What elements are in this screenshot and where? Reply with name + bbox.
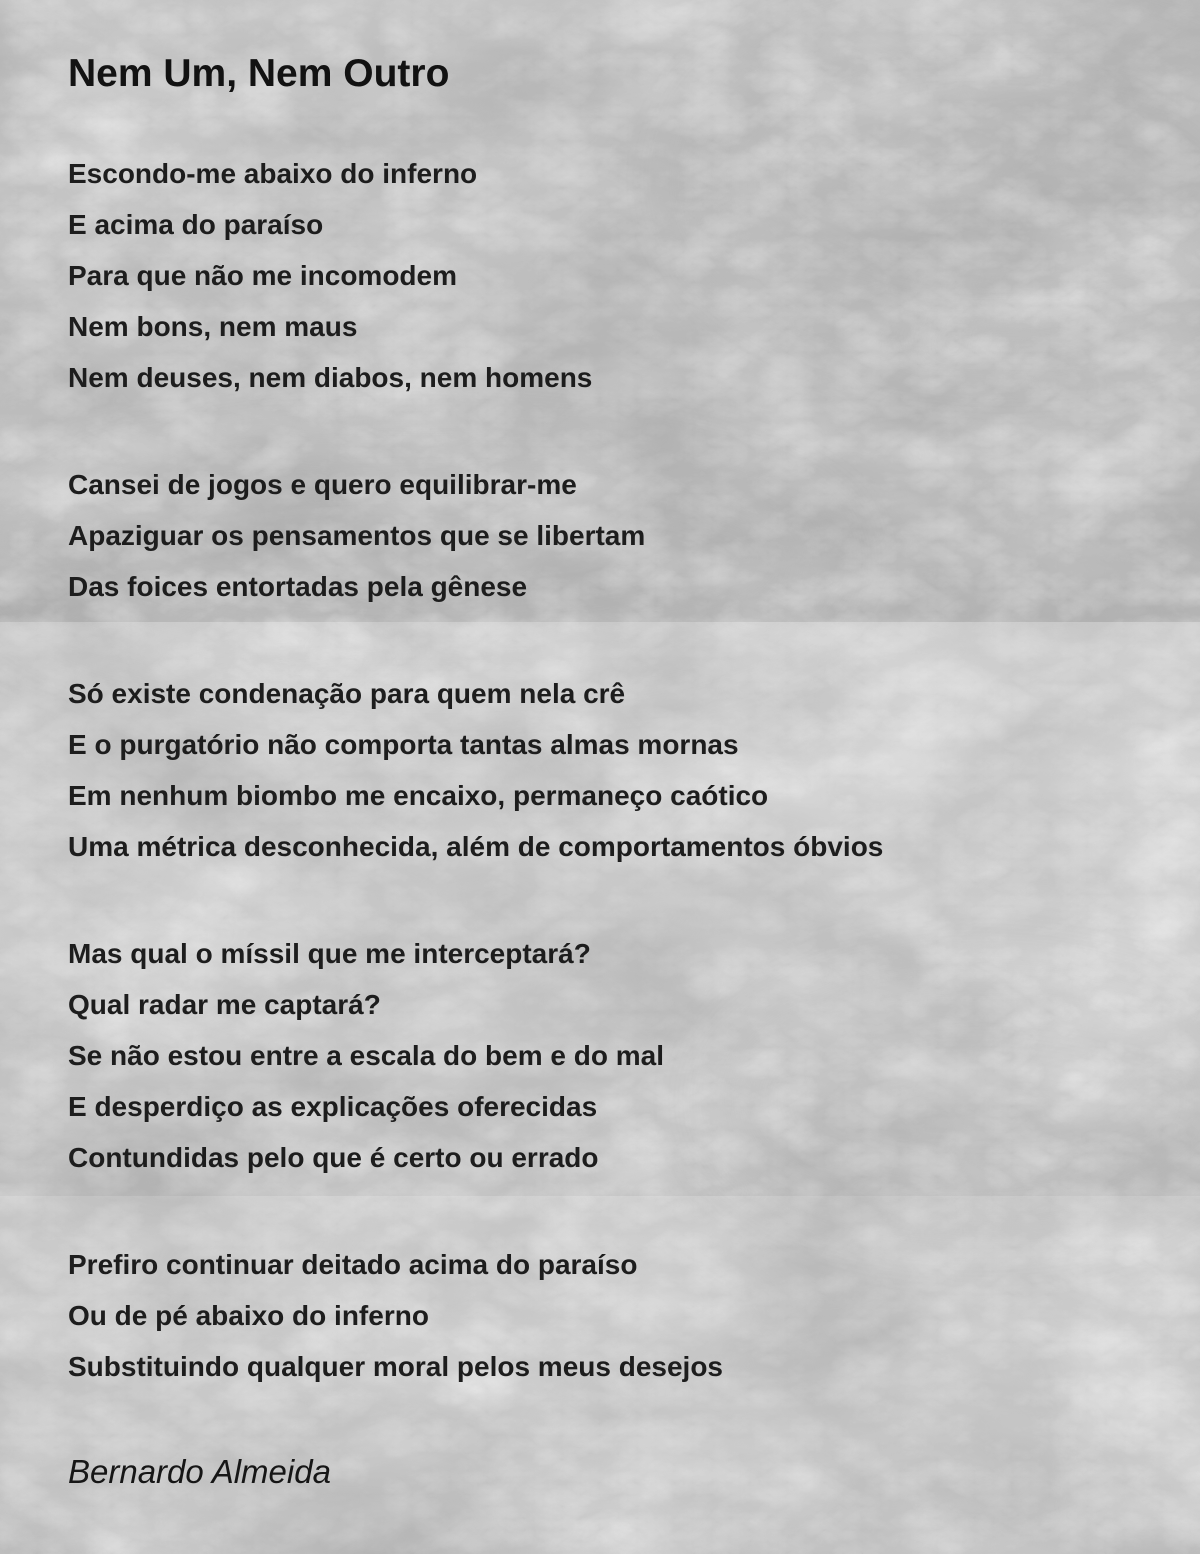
poem-line: E acima do paraíso (68, 209, 324, 240)
stanza-5 (68, 1239, 1160, 1392)
poem-author: Bernardo Almeida (68, 1453, 331, 1490)
poem-line: Em nenhum biombo me encaixo, permaneço caótico (68, 780, 769, 811)
poem-line: Uma métrica desconhecida, além de comportamentos óbvios (68, 831, 884, 862)
poem-line: Prefiro continuar deitado acima do paraíso (68, 1249, 638, 1280)
poem-line: Qual radar me captará? (68, 989, 381, 1020)
poem-line: Contundidas pelo que é certo ou errado (68, 1142, 599, 1173)
poem-title: Nem Um, Nem Outro (68, 52, 450, 95)
stanza-1 (68, 148, 1160, 403)
stanza-4 (68, 928, 1160, 1183)
poem-line: Das foices entortadas pela gênese (68, 571, 528, 602)
poem-line: Substituindo qualquer moral pelos meus desejos (68, 1351, 724, 1382)
poem-line: E desperdiço as explicações oferecidas (68, 1091, 598, 1122)
poem-line: Escondo-me abaixo do inferno (68, 158, 478, 189)
poem-line: E o purgatório não comporta tantas almas mornas (68, 729, 739, 760)
poem-line: Ou de pé abaixo do inferno (68, 1300, 429, 1331)
stanza-2 (68, 459, 1160, 612)
poem-line: Nem bons, nem maus (68, 311, 358, 342)
poem-line: Para que não me incomodem (68, 260, 457, 291)
poem-line: Mas qual o míssil que me interceptará? (68, 938, 591, 969)
poem-line: Se não estou entre a escala do bem e do mal (68, 1040, 664, 1071)
poem-line: Cansei de jogos e quero equilibrar-me (68, 469, 577, 500)
poem-line: Só existe condenação para quem nela crê (68, 678, 626, 709)
poem-line: Nem deuses, nem diabos, nem homens (68, 362, 593, 393)
stanza-3 (68, 668, 1160, 872)
poem-line: Apaziguar os pensamentos que se libertam (68, 520, 646, 551)
